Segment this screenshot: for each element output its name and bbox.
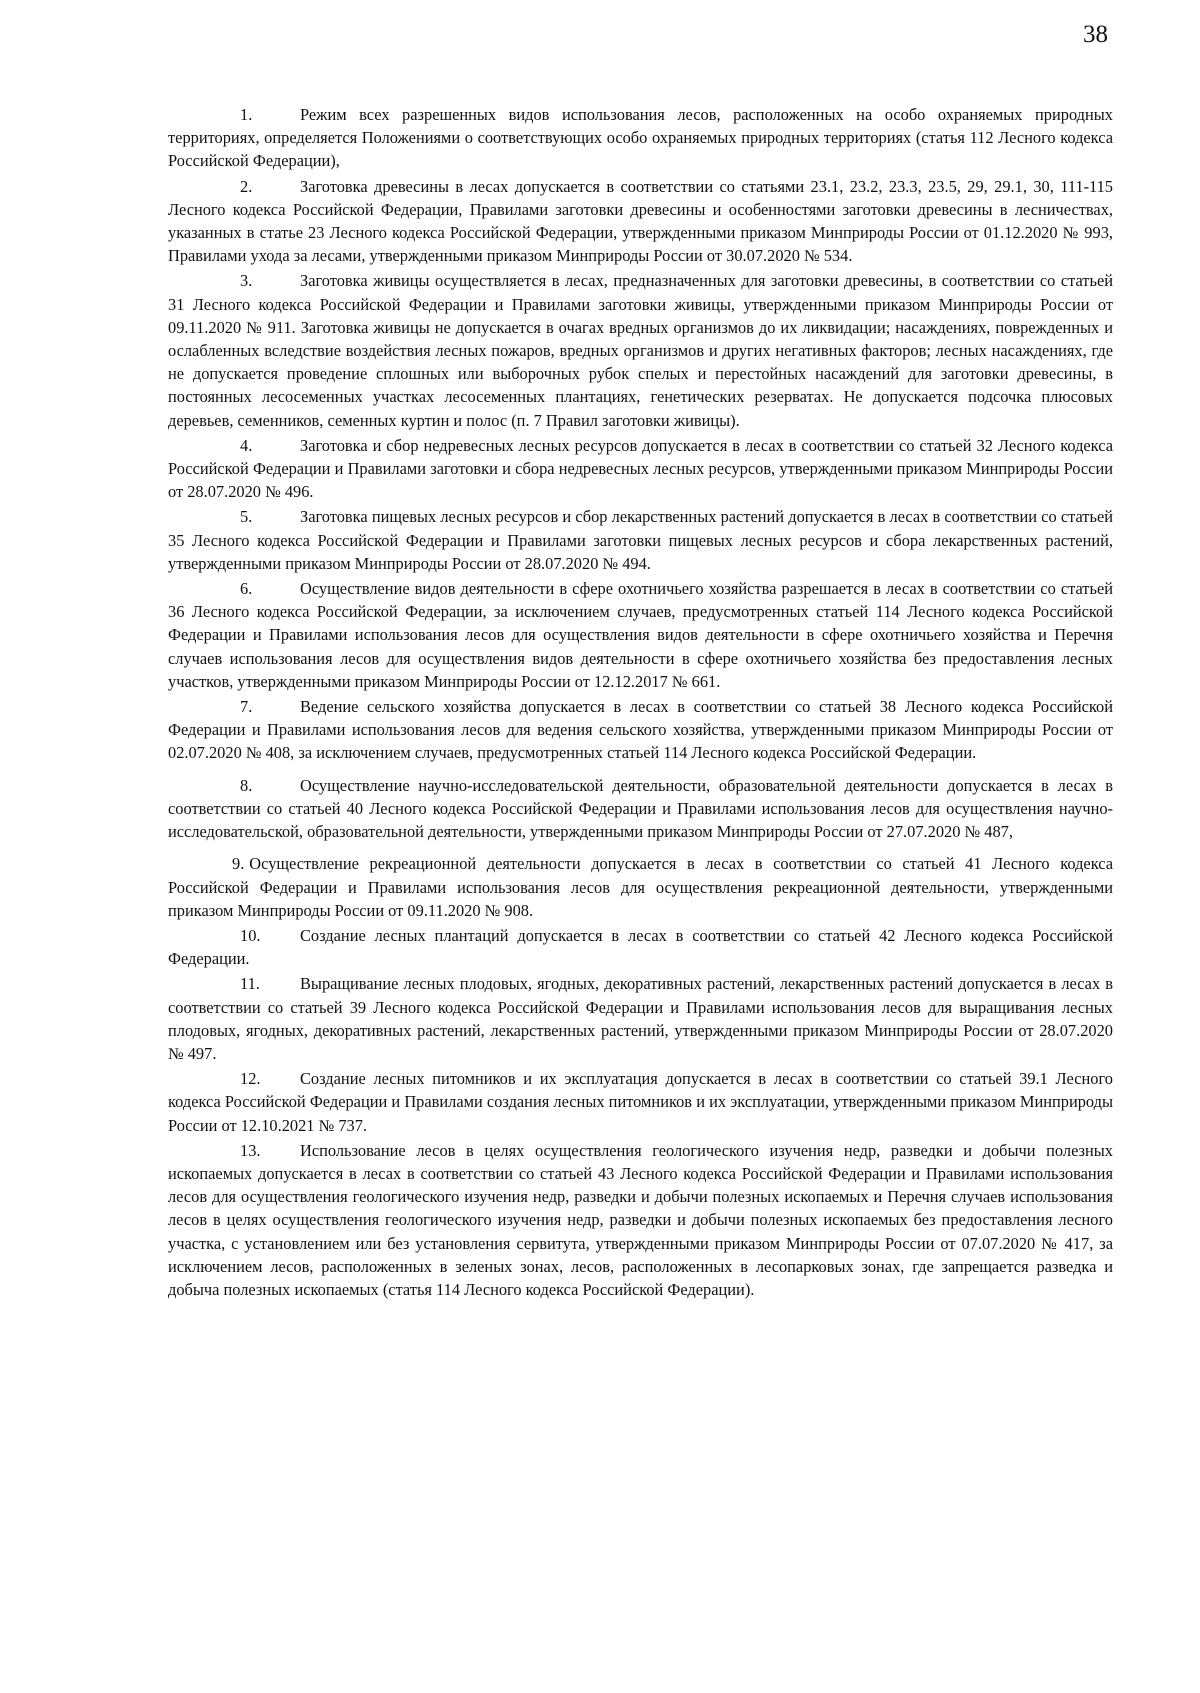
paragraph-text: Создание лесных плантаций допускается в лесах в соответствии со статьей 42 Лесного кодекса Российской Федерации.: [168, 925, 1113, 969]
paragraph-number: 12.: [240, 1069, 261, 1089]
paragraph-10: [168, 924, 1113, 970]
paragraph-8: [168, 774, 1113, 844]
paragraph-3: [168, 269, 1113, 431]
paragraph-2: [168, 175, 1113, 268]
paragraph-text: Выращивание лесных плодовых, ягодных, декоративных растений, лекарственных растений допускается в лесах в соответствии со статьей 39 Лесного кодекса Российской Федерации и Правилами использования лесов для выращивания лесных плодовых, ягодных, декоративных растений, лекарственных растений, утвержденными приказом Минприроды России от 28.07.2020 № 497.: [168, 974, 1113, 1063]
paragraph-number: 11.: [240, 974, 260, 994]
paragraph-text: Осуществление рекреационной деятельности допускается в лесах в соответствии со статьей 41 Лесного кодекса Российской Федерации и Правилами использования лесов для осуществления рекреационной деятельности, утвержденными приказом Минприроды России от 09.11.2020 № 908.: [168, 854, 1113, 920]
paragraph-text: Заготовка древесины в лесах допускается в соответствии со статьями 23.1, 23.2, 23.3, 23.5, 29, 29.1, 30, 111-115 Лесного кодекса Российской Федерации, Правилами заготовки древесины и особенностями заготовки древесины в лесничествах, указанных в статье 23 Лесного кодекса Российской Федерации, утвержденными приказом Минприроды России от 01.12.2020 № 993, Правилами ухода за лесами, утвержденными приказом Минприроды России от 30.07.2020 № 534.: [168, 176, 1113, 266]
paragraph-5: [168, 505, 1113, 575]
paragraph-text: Заготовка живицы осуществляется в лесах, предназначенных для заготовки древесины, в соответствии со статьей 31 Лесного кодекса Российской Федерации и Правилами заготовки живицы, утвержденными приказом Минприроды России от 09.11.2020 № 911. Заготовка живицы не допускается в очагах вредных организмов до их ликвидации; насаждениях, поврежденных и ослабленных вследствие воздействия лесных пожаров, вредных организмов и других негативных факторов; лесных насаждениях, где не допускается проведение сплошных или выборочных рубок спелых и перестойных насаждений для заготовки древесины, в постоянных лесосеменных участках лесосеменных плантациях, генетических резерватах. Не допускается подсочка плюсовых деревьев, семенников, семенных куртин и полос (п. 7 Правил заготовки живицы).: [168, 271, 1113, 430]
paragraph-number: 4.: [240, 435, 253, 455]
paragraph-text: Режим всех разрешенных видов использования лесов, расположенных на особо охраняемых природных территориях, определяется Положениями о соответствующих особо охраняемых природных территориях (статья 112 Лесного кодекса Российской Федерации),: [168, 105, 1113, 171]
paragraph-number: 2.: [240, 176, 253, 196]
paragraph-number: 6.: [240, 579, 253, 599]
paragraph-number: 7.: [240, 697, 253, 717]
paragraph-text: Заготовка и сбор недревесных лесных ресурсов допускается в лесах в соответствии со статьей 32 Лесного кодекса Российской Федерации и Правилами заготовки и сбора недревесных лесных ресурсов, утвержденными приказом Минприроды России от 28.07.2020 № 496.: [168, 435, 1113, 502]
paragraph-number: 13.: [240, 1140, 261, 1160]
paragraph-number: 8.: [240, 775, 253, 795]
paragraph-text: Заготовка пищевых лесных ресурсов и сбор лекарственных растений допускается в лесах в соответствии со статьей 35 Лесного кодекса Российской Федерации и Правилами заготовки пищевых лесных ресурсов и сбора лекарственных растений, утвержденными приказом Минприроды России от 28.07.2020 № 494.: [168, 507, 1113, 573]
paragraph-text: Использование лесов в целях осуществления геологического изучения недр, разведки и добычи полезных ископаемых допускается в лесах в соответствии со статьей 43 Лесного кодекса Российской Федерации и Правилами использования лесов для осуществления геологического изучения недр, разведки и добычи полезных ископаемых и Перечня случаев использования лесов в целях осуществления геологического изучения недр, разведки и добычи полезных ископаемых без предоставления лесного участка, с установлением или без установления сервитута, утвержденными приказом Минприроды России от 07.07.2020 № 417, за исключением лесов, расположенных в зеленых зонах, лесов, расположенных в лесопарковых зонах, где запрещается разведка и добыча полезных ископаемых (статья 114 Лесного кодекса Российской Федерации).: [168, 1140, 1113, 1299]
paragraph-text: Осуществление видов деятельности в сфере охотничьего хозяйства разрешается в лесах в соответствии со статьей 36 Лесного кодекса Российской Федерации, за исключением случаев, предусмотренных статьей 114 Лесного кодекса Российской Федерации и Правилами использования лесов для осуществления видов деятельности в сфере охотничьего хозяйства и Перечня случаев использования лесов для осуществления видов деятельности в сфере охотничьего хозяйства без предоставления лесных участков, утвержденными приказом Минприроды России от 12.12.2017 № 661.: [168, 579, 1113, 691]
paragraph-12: [168, 1067, 1113, 1137]
paragraph-11: [168, 972, 1113, 1065]
paragraph-9: [168, 852, 1113, 922]
paragraph-text: Создание лесных питомников и их эксплуатация допускается в лесах в соответствии со статьей 39.1 Лесного кодекса Российской Федерации и Правилами создания лесных питомников и их эксплуатации, утвержденными приказом Минприроды России от 12.10.2021 № 737.: [168, 1069, 1113, 1135]
paragraph-text: Ведение сельского хозяйства допускается в лесах в соответствии со статьей 38 Лесного кодекса Российской Федерации и Правилами использования лесов для ведения сельского хозяйства, утвержденными приказом Минприроды России от 02.07.2020 № 408, за исключением случаев, предусмотренных статьей 114 Лесного кодекса Российской Федерации.: [168, 697, 1113, 763]
paragraph-number: 10.: [240, 925, 261, 945]
paragraph-number: 9.: [232, 854, 245, 874]
document-body: [168, 103, 1113, 1303]
paragraph-1: [168, 103, 1113, 173]
paragraph-number: 3.: [240, 271, 253, 291]
paragraph-13: [168, 1139, 1113, 1301]
paragraph-4: [168, 434, 1113, 504]
paragraph-text: Осуществление научно-исследовательской деятельности, образовательной деятельности допускается в лесах в соответствии со статьей 40 Лесного кодекса Российской Федерации и Правилами использования лесов для осуществления научно-исследовательской, образовательной деятельности, утвержденными приказом Минприроды России от 27.07.2020 № 487,: [168, 775, 1113, 842]
paragraph-7: [168, 695, 1113, 765]
paragraph-number: 1.: [240, 105, 253, 124]
paragraph-number: 5.: [240, 507, 253, 527]
paragraph-6: [168, 577, 1113, 693]
page-number: 38: [1083, 21, 1108, 48]
